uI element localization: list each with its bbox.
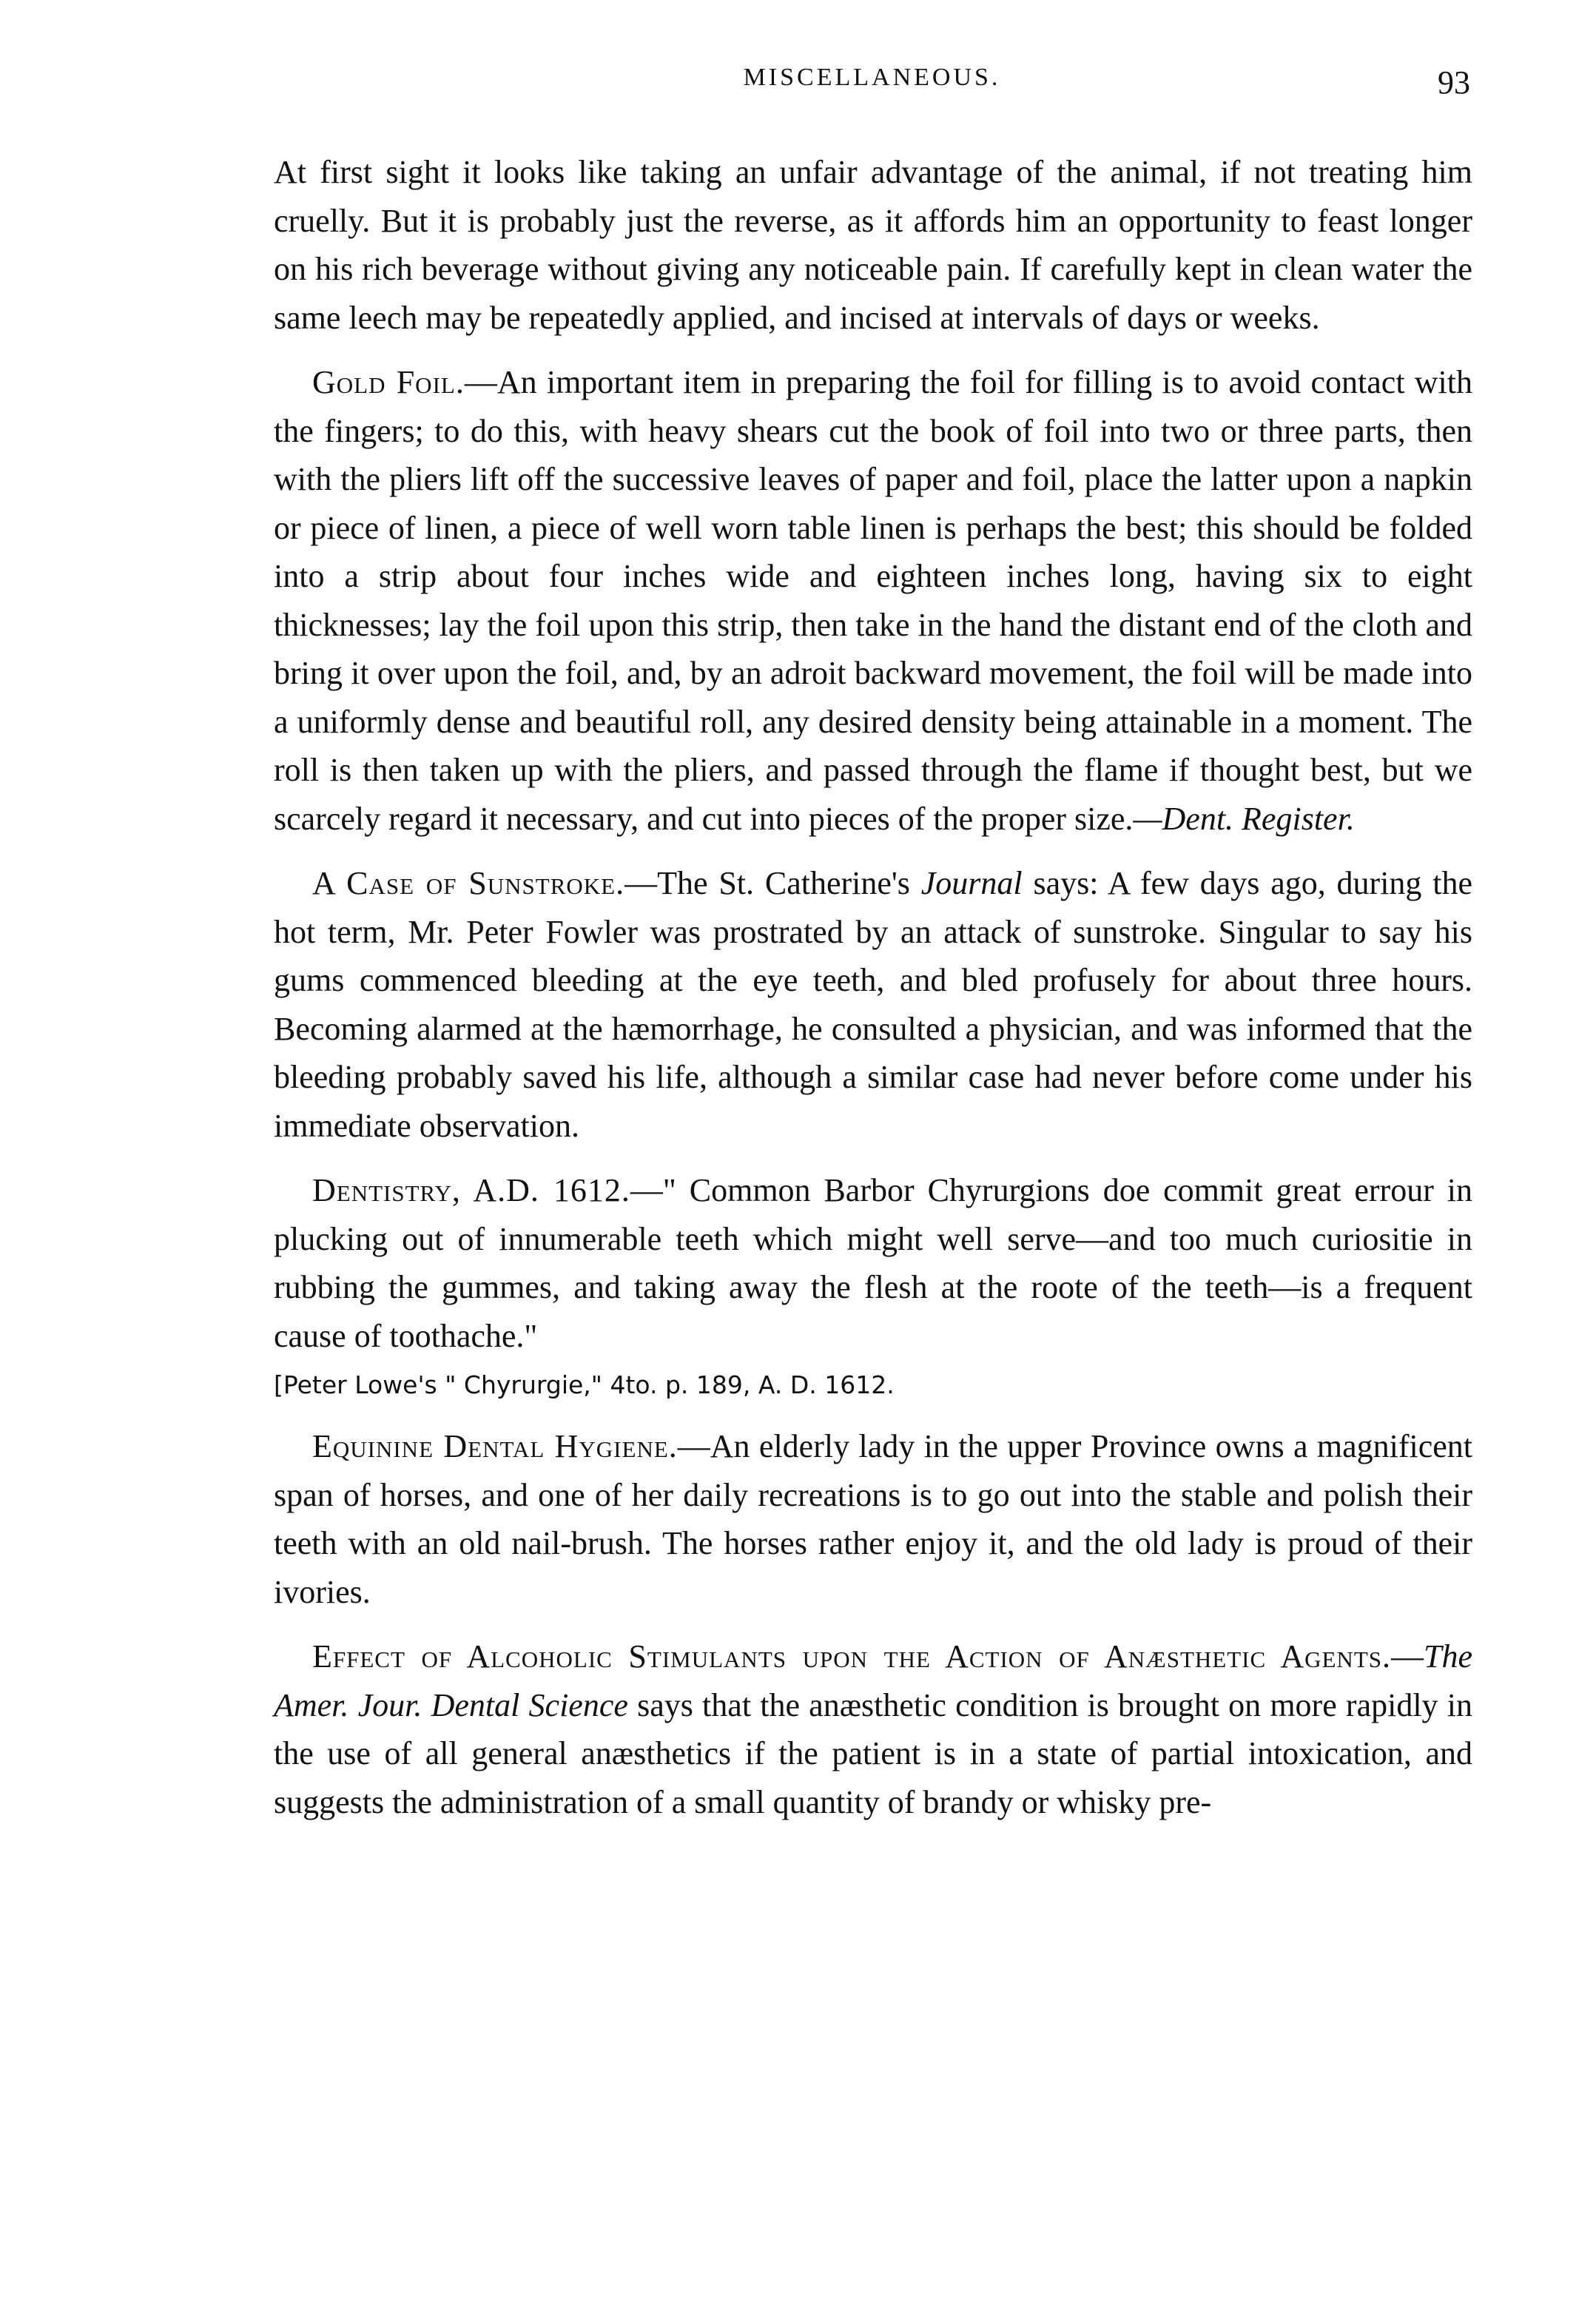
section-heading-sunstroke: A Case of Sunstroke.	[312, 865, 625, 901]
section-heading-equinine: Equinine Dental Hygiene.	[312, 1428, 678, 1464]
paragraph-text: At first sight it looks like taking an unfair advantage of the animal, if not treating him cruelly. But it is probably just the reverse, as it affords him an opportunity to feast longer on his rich beverage without giving any noticeable pain. If carefully kept in clean water the same leech may be repeatedly applied, and incised at intervals of days or weeks.	[274, 154, 1472, 336]
paragraph-dentistry	[274, 1166, 1472, 1360]
paragraph-text: —The St. Catherine's	[624, 865, 921, 901]
source-citation: —Dent. Register.	[1133, 800, 1355, 837]
paragraph-alcohol	[274, 1632, 1472, 1826]
running-title: MISCELLANEOUS.	[743, 64, 1001, 91]
paragraph-text: —	[1391, 1638, 1424, 1675]
paragraph-text: says: A few days ago, during the hot term, Mr. Peter Fowler was prostrated by an attack of sunstroke. Singular to say his gums commenced bleeding at the eye teeth, and bled profusely for about three hours. Becoming alarmed at the hæmorrhage, he consulted a physician, and was informed that the bleeding probably saved his life, although a similar case had never before come under his immediate observation.	[274, 865, 1472, 1144]
paragraph-text: says that the anæsthetic condition is brought on more rapidly in the use of all general anæsthetics if the patient is in a state of partial intoxication, and suggests the administration of a small quantity of brandy or whisky pre-	[274, 1686, 1472, 1820]
journal-title: The Amer. Jour. Dental Science	[274, 1638, 1472, 1723]
paragraph-text: —An important item in preparing the foil for filling is to avoid contact with the fingers; to do this, with heavy shears cut the book of foil into two or three parts, then with the pliers lift off the successive leaves of paper and foil, place the latter upon a napkin or piece of linen, a piece of well worn table linen is perhaps the best; this should be folded into a strip about four inches wide and eighteen inches long, having six to eight thicknesses; lay the foil upon this strip, then take in the hand the distant end of the cloth and bring it over upon the foil, and, by an adroit backward movement, the foil will be made into a uniformly dense and beautiful roll, any desired density being attainable in a moment. The roll is then taken up with the pliers, and passed through the flame if thought best, but we scarcely regard it necessary, and cut into pieces of the proper size.	[274, 364, 1473, 837]
source-note-dentistry: [Peter Lowe's " Chyrurgie," 4to. p. 189, A. D. 1612.	[274, 1370, 895, 1399]
paragraph-text: —" Common Barbor Chyrurgions doe commit great errour in plucking out of innumerable teeth which might well serve—and too much curiositie in rubbing the gummes, and taking away the flesh at the roote of the teeth—is a frequent cause of toothache."	[274, 1172, 1472, 1354]
section-heading-dentistry: Dentistry, A.D. 1612.	[312, 1172, 630, 1208]
journal-title: Journal	[920, 865, 1023, 901]
paragraph-leech	[274, 148, 1472, 342]
paragraph-text: —An elderly lady in the upper Province owns a magnificent span of horses, and one of her daily recreations is to go out into the stable and polish their teeth with an old nail-brush. The horses rather enjoy it, and the old lady is proud of their ivories.	[274, 1428, 1472, 1610]
paragraph-sunstroke	[274, 859, 1472, 1150]
section-heading-alcohol: Effect of Alcoholic Stimulants upon the Action of Anæsthetic Agents.	[312, 1638, 1391, 1675]
section-heading-gold-foil: Gold Foil.	[312, 364, 465, 400]
body-text	[274, 148, 1472, 1843]
paragraph-gold-foil	[274, 358, 1472, 843]
page-number: 93	[1438, 64, 1470, 101]
running-head	[274, 64, 1470, 108]
paragraph-equinine	[274, 1422, 1472, 1616]
